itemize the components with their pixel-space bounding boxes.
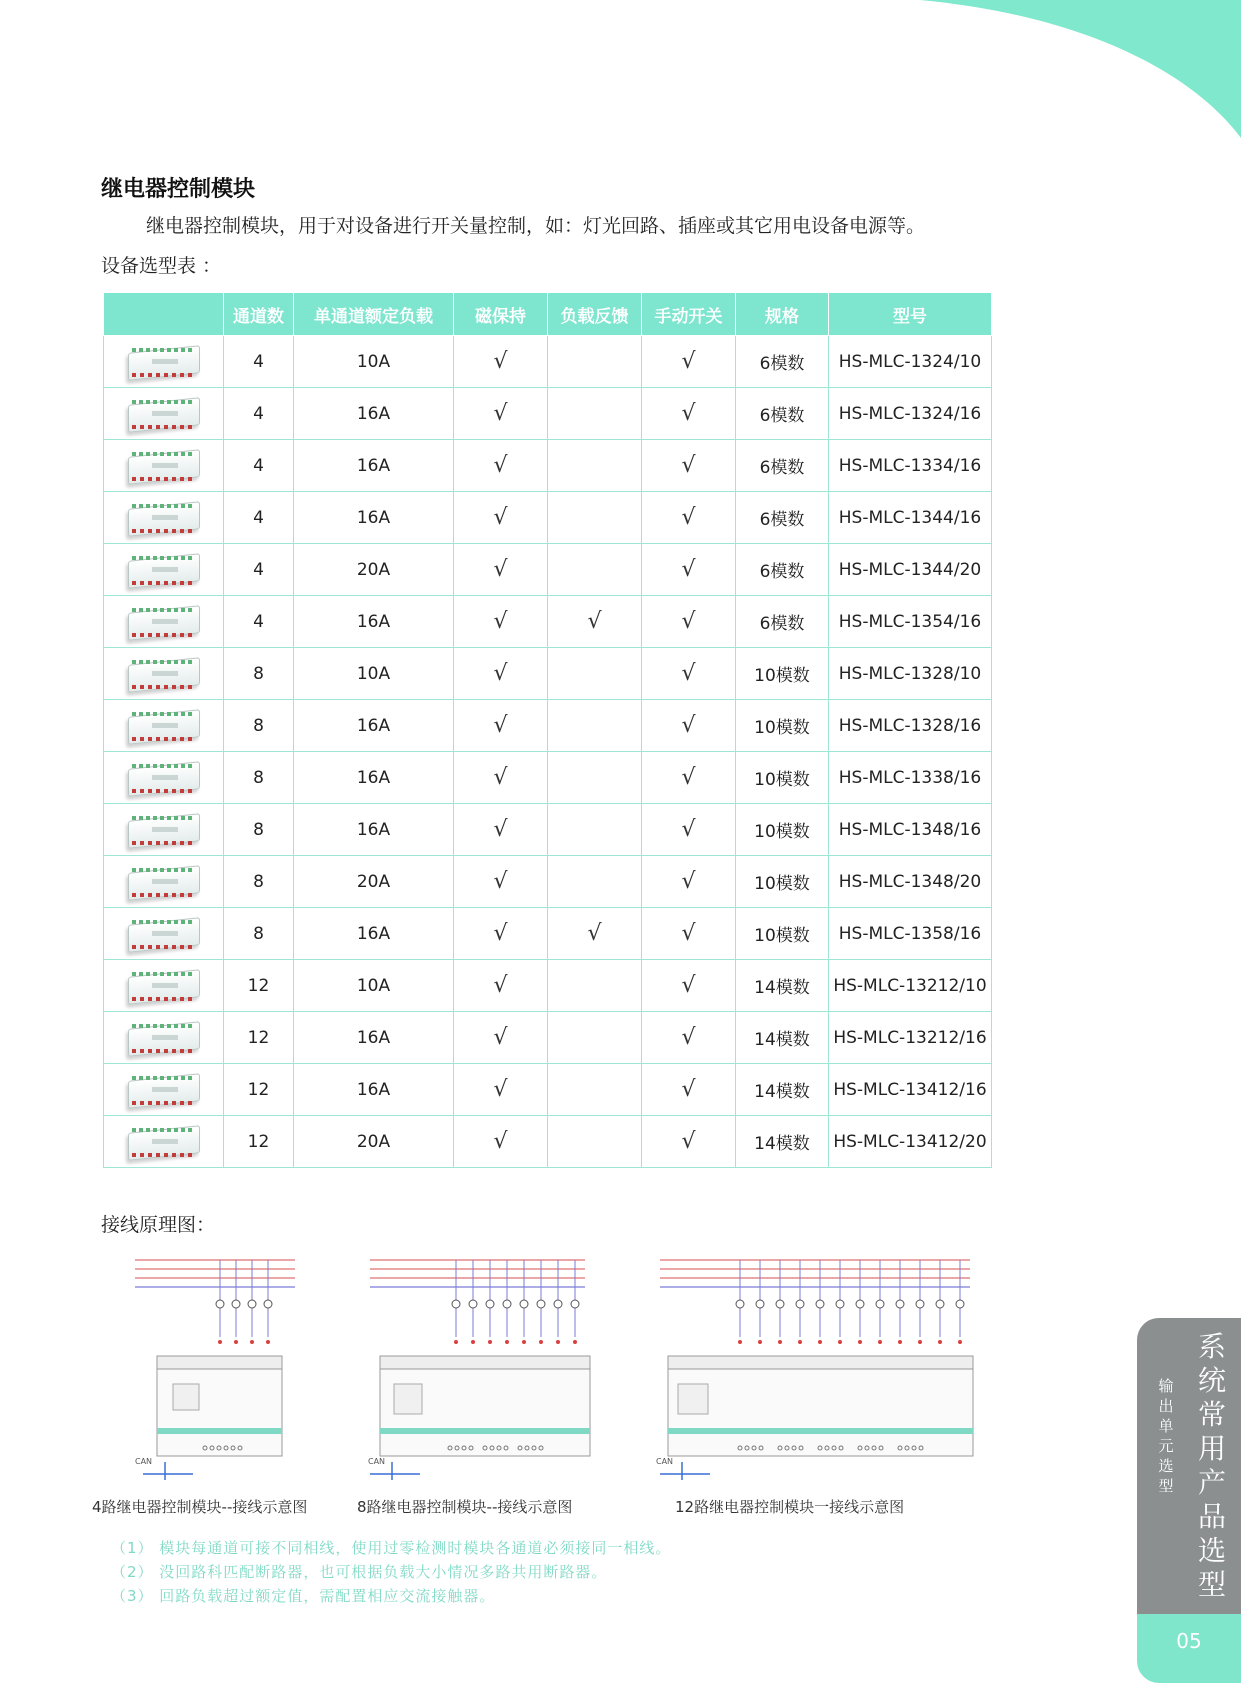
- spec-cell: 6模数: [736, 544, 829, 596]
- magnetic-cell: [454, 1012, 548, 1064]
- load-cell: 16A: [294, 440, 454, 492]
- section-title: 继电器控制模块: [101, 177, 256, 202]
- channels-cell: 4: [224, 388, 294, 440]
- table-label: 设备选型表 ：: [101, 255, 222, 277]
- table-row: [104, 544, 992, 596]
- load-cell: 16A: [294, 804, 454, 856]
- feedback-cell: [548, 1064, 642, 1116]
- caption-12ch: 12路继电器控制模块一接线示意图: [675, 1498, 905, 1516]
- load-cell: 20A: [294, 856, 454, 908]
- product-image-cell: [104, 648, 224, 700]
- load-cell: 16A: [294, 596, 454, 648]
- can-label: CAN: [368, 1457, 386, 1466]
- page-number: 05: [1176, 1629, 1202, 1653]
- relay-module-image: [122, 1019, 206, 1057]
- product-image-cell: [104, 1012, 224, 1064]
- feedback-cell: [548, 856, 642, 908]
- channels-cell: 4: [224, 440, 294, 492]
- manual-cell: [642, 1012, 736, 1064]
- magnetic-cell: [454, 856, 548, 908]
- check-mark-icon: √: [681, 713, 696, 738]
- check-mark-icon: √: [493, 869, 508, 894]
- check-mark-icon: √: [681, 557, 696, 582]
- spec-cell: 10模数: [736, 752, 829, 804]
- magnetic-cell: [454, 752, 548, 804]
- feedback-cell: [548, 440, 642, 492]
- check-mark-icon: √: [681, 505, 696, 530]
- relay-module-image: [122, 915, 206, 953]
- table-row: [104, 1012, 992, 1064]
- manual-cell: [642, 1116, 736, 1168]
- check-mark-icon: √: [493, 453, 508, 478]
- magnetic-cell: [454, 388, 548, 440]
- load-cell: 16A: [294, 908, 454, 960]
- feedback-cell: [548, 388, 642, 440]
- table-row: [104, 336, 992, 388]
- product-image-cell: [104, 1116, 224, 1168]
- corner-decoration: [0, 0, 1241, 150]
- caption-4ch: 4路继电器控制模块--接线示意图: [92, 1498, 308, 1516]
- manual-cell: [642, 960, 736, 1012]
- check-mark-icon: √: [587, 609, 602, 634]
- check-mark-icon: √: [681, 1077, 696, 1102]
- check-mark-icon: √: [493, 765, 508, 790]
- manual-cell: [642, 440, 736, 492]
- spec-cell: 10模数: [736, 908, 829, 960]
- check-mark-icon: √: [681, 765, 696, 790]
- model-cell: HS-MLC-13212/16: [829, 1012, 992, 1064]
- model-cell: HS-MLC-1344/16: [829, 492, 992, 544]
- feedback-cell: [548, 544, 642, 596]
- spec-cell: 6模数: [736, 440, 829, 492]
- relay-module-image: [122, 551, 206, 589]
- product-image-cell: [104, 544, 224, 596]
- check-mark-icon: √: [493, 713, 508, 738]
- model-cell: HS-MLC-1354/16: [829, 596, 992, 648]
- magnetic-cell: [454, 1064, 548, 1116]
- check-mark-icon: √: [681, 349, 696, 374]
- magnetic-cell: [454, 1116, 548, 1168]
- spec-cell: 14模数: [736, 960, 829, 1012]
- note-item: （2） 没回路科匹配断路器，也可根据负载大小情况多路共用断路器。: [111, 1563, 608, 1581]
- magnetic-cell: [454, 596, 548, 648]
- header-spec: 规格: [736, 293, 829, 336]
- magnetic-cell: [454, 336, 548, 388]
- check-mark-icon: √: [493, 1129, 508, 1154]
- spec-cell: 10模数: [736, 804, 829, 856]
- load-cell: 10A: [294, 336, 454, 388]
- wiring-diagram-4ch: [115, 1252, 320, 1492]
- check-mark-icon: √: [493, 401, 508, 426]
- load-cell: 16A: [294, 752, 454, 804]
- manual-cell: [642, 388, 736, 440]
- table-header-row: [104, 293, 992, 336]
- feedback-cell: [548, 960, 642, 1012]
- check-mark-icon: √: [493, 505, 508, 530]
- load-cell: 20A: [294, 544, 454, 596]
- check-mark-icon: √: [493, 557, 508, 582]
- check-mark-icon: √: [681, 817, 696, 842]
- magnetic-cell: [454, 804, 548, 856]
- channels-cell: 8: [224, 856, 294, 908]
- product-image-cell: [104, 1064, 224, 1116]
- table-row: [104, 648, 992, 700]
- magnetic-cell: [454, 544, 548, 596]
- check-mark-icon: √: [681, 453, 696, 478]
- relay-module-image: [122, 395, 206, 433]
- table-row: [104, 752, 992, 804]
- header-channels: 通道数: [224, 293, 294, 336]
- notes-list: [111, 1536, 671, 1608]
- magnetic-cell: [454, 960, 548, 1012]
- spec-cell: 10模数: [736, 700, 829, 752]
- channels-cell: 12: [224, 1012, 294, 1064]
- check-mark-icon: √: [681, 921, 696, 946]
- channels-cell: 4: [224, 336, 294, 388]
- product-image-cell: [104, 492, 224, 544]
- manual-cell: [642, 700, 736, 752]
- channels-cell: 12: [224, 960, 294, 1012]
- product-image-cell: [104, 596, 224, 648]
- product-image-cell: [104, 388, 224, 440]
- header-feedback: 负载反馈: [548, 293, 642, 336]
- check-mark-icon: √: [681, 973, 696, 998]
- table-row: [104, 804, 992, 856]
- channels-cell: 8: [224, 752, 294, 804]
- feedback-cell: [548, 908, 642, 960]
- relay-module-image: [122, 863, 206, 901]
- feedback-cell: [548, 752, 642, 804]
- relay-module-image: [122, 707, 206, 745]
- table-row: [104, 492, 992, 544]
- load-cell: 10A: [294, 960, 454, 1012]
- manual-cell: [642, 908, 736, 960]
- model-cell: HS-MLC-13212/10: [829, 960, 992, 1012]
- table-row: [104, 440, 992, 492]
- manual-cell: [642, 1064, 736, 1116]
- can-label: CAN: [135, 1457, 153, 1466]
- check-mark-icon: √: [681, 609, 696, 634]
- product-image-cell: [104, 336, 224, 388]
- magnetic-cell: [454, 648, 548, 700]
- table-row: [104, 856, 992, 908]
- load-cell: 16A: [294, 1012, 454, 1064]
- check-mark-icon: √: [493, 1077, 508, 1102]
- channels-cell: 12: [224, 1116, 294, 1168]
- channels-cell: 8: [224, 804, 294, 856]
- magnetic-cell: [454, 492, 548, 544]
- check-mark-icon: √: [681, 869, 696, 894]
- manual-cell: [642, 492, 736, 544]
- product-image-cell: [104, 960, 224, 1012]
- header-magnetic: 磁保持: [454, 293, 548, 336]
- spec-cell: 6模数: [736, 596, 829, 648]
- feedback-cell: [548, 1012, 642, 1064]
- load-cell: 16A: [294, 700, 454, 752]
- spec-cell: 6模数: [736, 336, 829, 388]
- feedback-cell: [548, 596, 642, 648]
- check-mark-icon: √: [493, 973, 508, 998]
- header-load: 单通道额定负载: [294, 293, 454, 336]
- feedback-cell: [548, 804, 642, 856]
- model-cell: HS-MLC-1324/16: [829, 388, 992, 440]
- spec-cell: 14模数: [736, 1012, 829, 1064]
- load-cell: 16A: [294, 388, 454, 440]
- check-mark-icon: √: [493, 349, 508, 374]
- channels-cell: 4: [224, 492, 294, 544]
- product-image-cell: [104, 752, 224, 804]
- spec-cell: 6模数: [736, 388, 829, 440]
- relay-module-image: [122, 499, 206, 537]
- load-cell: 16A: [294, 1064, 454, 1116]
- feedback-cell: [548, 1116, 642, 1168]
- note-item: （3） 回路负载超过额定值，需配置相应交流接触器。: [111, 1587, 496, 1605]
- channels-cell: 8: [224, 700, 294, 752]
- manual-cell: [642, 804, 736, 856]
- feedback-cell: [548, 336, 642, 388]
- magnetic-cell: [454, 440, 548, 492]
- feedback-cell: [548, 648, 642, 700]
- table-row: [104, 388, 992, 440]
- check-mark-icon: √: [493, 921, 508, 946]
- check-mark-icon: √: [493, 609, 508, 634]
- relay-module-image: [122, 967, 206, 1005]
- relay-module-image: [122, 655, 206, 693]
- check-mark-icon: √: [587, 921, 602, 946]
- relay-module-image: [122, 1123, 206, 1161]
- feedback-cell: [548, 492, 642, 544]
- model-cell: HS-MLC-13412/16: [829, 1064, 992, 1116]
- manual-cell: [642, 752, 736, 804]
- manual-cell: [642, 856, 736, 908]
- channels-cell: 8: [224, 908, 294, 960]
- magnetic-cell: [454, 700, 548, 752]
- model-cell: HS-MLC-1344/20: [829, 544, 992, 596]
- relay-module-image: [122, 603, 206, 641]
- model-cell: HS-MLC-13412/20: [829, 1116, 992, 1168]
- manual-cell: [642, 648, 736, 700]
- load-cell: 20A: [294, 1116, 454, 1168]
- product-image-cell: [104, 856, 224, 908]
- check-mark-icon: √: [493, 817, 508, 842]
- check-mark-icon: √: [681, 1129, 696, 1154]
- manual-cell: [642, 596, 736, 648]
- model-cell: HS-MLC-1328/16: [829, 700, 992, 752]
- table-row: [104, 960, 992, 1012]
- model-cell: HS-MLC-1324/10: [829, 336, 992, 388]
- manual-cell: [642, 544, 736, 596]
- can-label: CAN: [656, 1457, 674, 1466]
- relay-module-image: [122, 759, 206, 797]
- model-cell: HS-MLC-1328/10: [829, 648, 992, 700]
- model-cell: HS-MLC-1348/20: [829, 856, 992, 908]
- table-row: [104, 596, 992, 648]
- sidebar-title: 系统常用产品选型: [1197, 1330, 1226, 1601]
- manual-cell: [642, 336, 736, 388]
- product-image-cell: [104, 908, 224, 960]
- load-cell: 10A: [294, 648, 454, 700]
- check-mark-icon: √: [493, 661, 508, 686]
- channels-cell: 4: [224, 596, 294, 648]
- model-cell: HS-MLC-1334/16: [829, 440, 992, 492]
- spec-cell: 10模数: [736, 856, 829, 908]
- table-row: [104, 908, 992, 960]
- wiring-label: 接线原理图：: [101, 1214, 216, 1236]
- channels-cell: 12: [224, 1064, 294, 1116]
- check-mark-icon: √: [681, 661, 696, 686]
- check-mark-icon: √: [681, 401, 696, 426]
- load-cell: 16A: [294, 492, 454, 544]
- spec-cell: 6模数: [736, 492, 829, 544]
- channels-cell: 8: [224, 648, 294, 700]
- note-item: （1） 模块每通道可接不同相线，使用过零检测时模块各通道必须接同一相线。: [111, 1539, 672, 1557]
- spec-cell: 14模数: [736, 1064, 829, 1116]
- channels-cell: 4: [224, 544, 294, 596]
- feedback-cell: [548, 700, 642, 752]
- table-row: [104, 700, 992, 752]
- product-image-cell: [104, 700, 224, 752]
- relay-module-image: [122, 811, 206, 849]
- check-mark-icon: √: [493, 1025, 508, 1050]
- spec-cell: 14模数: [736, 1116, 829, 1168]
- section-sidebar-tab: [1137, 1318, 1241, 1683]
- spec-cell: 10模数: [736, 648, 829, 700]
- spec-table: [103, 292, 992, 1168]
- caption-8ch: 8路继电器控制模块--接线示意图: [357, 1498, 573, 1516]
- section-intro: 继电器控制模块，用于对设备进行开关量控制，如：灯光回路、插座或其它用电设备电源等。: [146, 215, 926, 237]
- relay-module-image: [122, 1071, 206, 1109]
- wiring-diagram-8ch: [360, 1252, 595, 1492]
- product-image-cell: [104, 440, 224, 492]
- wiring-diagram-12ch: [650, 1252, 980, 1492]
- check-mark-icon: √: [681, 1025, 696, 1050]
- product-image-cell: [104, 804, 224, 856]
- header-manual: 手动开关: [642, 293, 736, 336]
- model-cell: HS-MLC-1348/16: [829, 804, 992, 856]
- model-cell: HS-MLC-1358/16: [829, 908, 992, 960]
- relay-module-image: [122, 343, 206, 381]
- magnetic-cell: [454, 908, 548, 960]
- table-row: [104, 1064, 992, 1116]
- table-row: [104, 1116, 992, 1168]
- model-cell: HS-MLC-1338/16: [829, 752, 992, 804]
- header-model: 型号: [829, 293, 992, 336]
- sidebar-subtitle: 输出单元选型: [1158, 1377, 1174, 1495]
- relay-module-image: [122, 447, 206, 485]
- header-image: [104, 293, 224, 336]
